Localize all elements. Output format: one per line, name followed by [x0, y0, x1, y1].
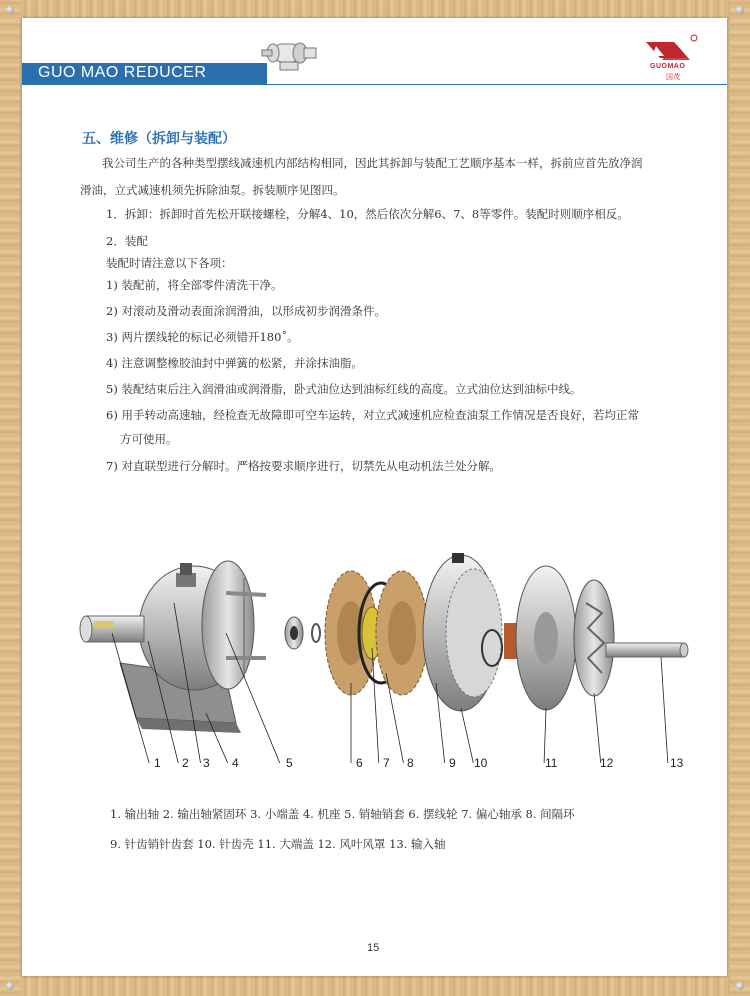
brand-title: GUO MAO REDUCER — [38, 64, 207, 81]
page-number: 15 — [367, 942, 380, 954]
logo-chinese: 国茂 — [666, 73, 680, 81]
part-label: 13 — [670, 756, 684, 770]
part-label: 3 — [203, 756, 210, 770]
step-disassembly: 1．拆卸：拆卸时首先松开联接螺栓，分解4、10，然后依次分解6、7、8等零件。装配时则顺序相反。 — [106, 207, 629, 221]
assembly-item: 3) 两片摆线轮的标记必须错开180˚。 — [106, 330, 299, 344]
logo-name: GUOMAO — [650, 63, 686, 70]
assembly-item: 6) 用手转动高速轴，经检查无故障即可空车运转，对立式减速机应检查油泵工作情况是否良好，若均正常 — [106, 408, 639, 422]
motor-illustration-icon — [260, 32, 320, 77]
assembly-item: 2) 对滚动及滑动表面涂润滑油，以形成初步润滑条件。 — [106, 304, 386, 318]
part-label: 11 — [545, 756, 558, 770]
part-label: 6 — [356, 756, 363, 770]
wood-frame-right — [730, 0, 750, 996]
document-page — [22, 18, 727, 976]
parts-legend-line-1: 1. 输出轴 2. 输出轴紧固环 3. 小端盖 4. 机座 5. 销轴销套 6. 摆线轮 7. 偏心轴承 8. 间隔环 — [110, 807, 575, 821]
wood-frame-bottom — [0, 976, 750, 996]
part-label: 5 — [286, 756, 293, 770]
assembly-item: 5) 装配结束后注入润滑油或润滑脂，卧式油位达到油标红线的高度。立式油位达到油标中线。 — [106, 382, 582, 396]
nail-icon — [736, 6, 744, 14]
nail-icon — [736, 982, 744, 990]
parts-legend-line-2: 9. 针齿销针齿套 10. 针齿壳 11. 大端盖 12. 风叶风罩 13. 输入轴 — [110, 837, 446, 851]
part-label: 2 — [182, 756, 189, 770]
intro-line-2: 滑油，立式减速机须先拆除油泵。拆装顺序见图四。 — [80, 183, 345, 197]
part-label: 1 — [154, 756, 161, 770]
intro-line-1: 我公司生产的各种类型摆线减速机内部结构相同，因此其拆卸与装配工艺顺序基本一样，拆前应首先放净润 — [102, 156, 643, 170]
assembly-item-continued: 方可使用。 — [120, 432, 178, 446]
part-label: 8 — [407, 756, 414, 770]
step-assembly: 2．装配 — [106, 234, 148, 248]
part-label: 10 — [474, 756, 488, 770]
part-label: 12 — [600, 756, 614, 770]
wood-frame-top — [0, 0, 750, 20]
header-rule — [267, 84, 727, 85]
part-label: 7 — [383, 756, 390, 770]
part-label: 9 — [449, 756, 456, 770]
part-label: 4 — [232, 756, 239, 770]
assembly-item: 7) 对直联型进行分解时。严格按要求顺序进行，切禁先从电动机法兰处分解。 — [106, 459, 501, 473]
assembly-notice: 装配时请注意以下各项： — [106, 256, 233, 270]
nail-icon — [6, 6, 14, 14]
assembly-item: 1) 装配前，将全部零件清洗干净。 — [106, 278, 283, 292]
wood-frame-left — [0, 0, 20, 996]
assembly-item: 4) 注意调整橡胶油封中弹簧的松紧，并涂抹油脂。 — [106, 356, 363, 370]
exploded-view-diagram — [76, 533, 696, 763]
nail-icon — [6, 982, 14, 990]
section-title: 五、维修（拆卸与装配） — [82, 131, 236, 147]
